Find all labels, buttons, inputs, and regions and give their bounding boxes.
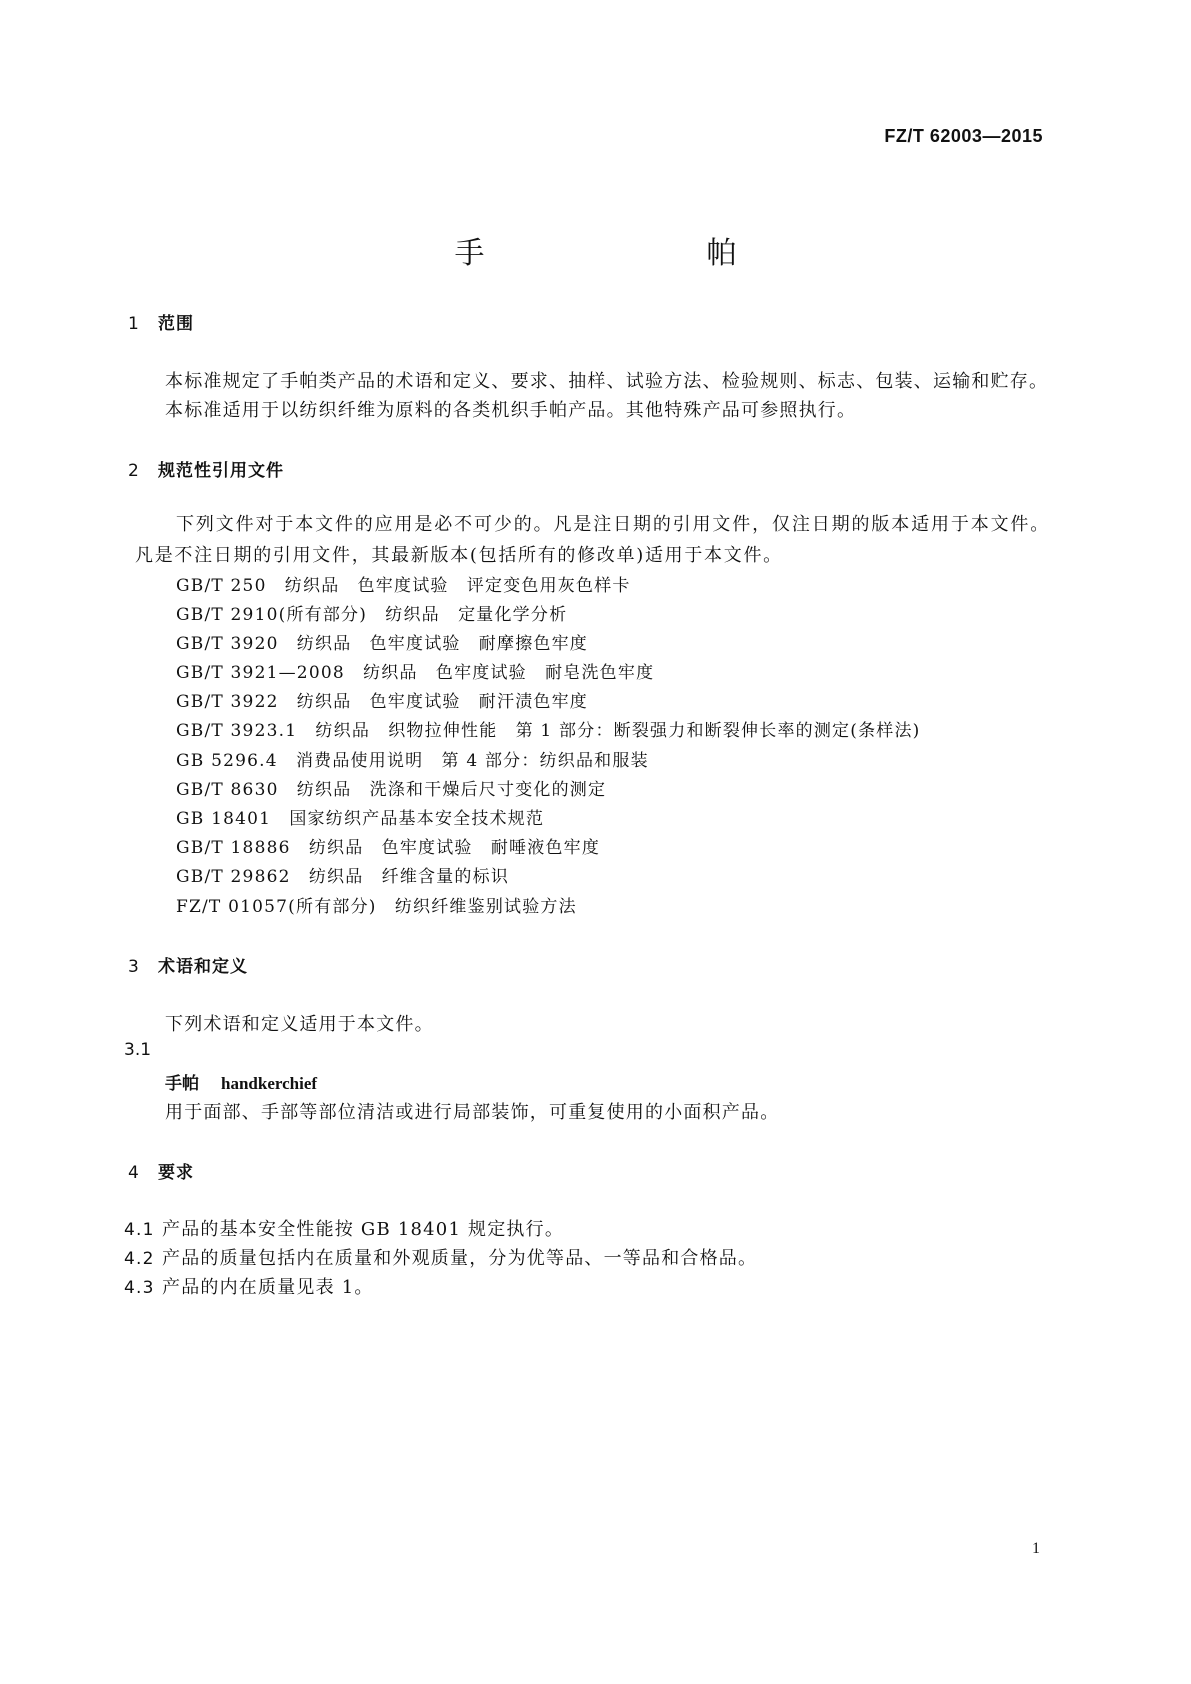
clause-number: 4.3 (124, 1278, 155, 1298)
section-number: 2 (128, 461, 140, 481)
section-title: 规范性引用文件 (158, 461, 284, 481)
term-name (165, 1069, 317, 1094)
reference-item: GB/T 18886 纺织品 色牢度试验 耐唾液色牢度 (176, 838, 601, 858)
section-title: 术语和定义 (158, 957, 248, 977)
section-number: 4 (128, 1163, 140, 1183)
section-number: 1 (128, 314, 140, 334)
reference-item: GB/T 250 纺织品 色牢度试验 评定变色用灰色样卡 (176, 576, 631, 596)
references-intro: 下列文件对于本文件的应用是必不可少的。凡是注日期的引用文件，仅注日期的版本适用于本文件。凡是不注日期的引用文件，其最新版本(包括所有的修改单)适用于本文件。 (135, 514, 1050, 566)
reference-item: GB/T 3921—2008 纺织品 色牢度试验 耐皂洗色牢度 (176, 663, 655, 683)
reference-item: GB/T 29862 纺织品 纤维含量的标识 (176, 867, 510, 887)
requirement-clause (124, 1244, 757, 1270)
section-number: 3 (128, 957, 140, 977)
clause-text: 产品的质量包括内在质量和外观质量，分为优等品、一等品和合格品。 (162, 1248, 758, 1269)
section-heading-requirements (128, 1158, 194, 1183)
requirement-clause (124, 1215, 564, 1241)
term-name-en: handkerchief (221, 1074, 318, 1093)
clause-number: 4.2 (124, 1249, 155, 1269)
section-title: 范围 (158, 314, 194, 334)
scope-paragraph-2: 本标准适用于以纺织纤维为原料的各类机织手帕产品。其他特殊产品可参照执行。 (165, 400, 857, 421)
standard-number: FZ/T 62003—2015 (884, 126, 1043, 146)
reference-item: GB/T 2910(所有部分) 纺织品 定量化学分析 (176, 605, 568, 625)
section-heading-terms (128, 952, 248, 977)
requirement-clause (124, 1273, 374, 1299)
reference-item: FZ/T 01057(所有部分) 纺织纤维鉴别试验方法 (176, 897, 577, 917)
terms-intro: 下列术语和定义适用于本文件。 (165, 1014, 434, 1035)
reference-item: GB/T 3922 纺织品 色牢度试验 耐汗渍色牢度 (176, 692, 589, 712)
term-name-zh: 手帕 (165, 1074, 199, 1094)
term-definition: 用于面部、手部等部位清洁或进行局部装饰，可重复使用的小面积产品。 (165, 1102, 780, 1123)
clause-number: 4.1 (124, 1220, 155, 1240)
reference-item: GB/T 3923.1 纺织品 织物拉伸性能 第 1 部分：断裂强力和断裂伸长率的测定(条样法) (176, 721, 921, 741)
page-number: 1 (1032, 1540, 1040, 1557)
section-title: 要求 (158, 1163, 194, 1183)
reference-item: GB/T 8630 纺织品 洗涤和干燥后尺寸变化的测定 (176, 780, 607, 800)
reference-item: GB 5296.4 消费品使用说明 第 4 部分：纺织品和服装 (176, 751, 649, 771)
section-heading-references (128, 456, 284, 481)
reference-item: GB/T 3920 纺织品 色牢度试验 耐摩擦色牢度 (176, 634, 589, 654)
scope-paragraph-1: 本标准规定了手帕类产品的术语和定义、要求、抽样、试验方法、检验规则、标志、包装、运输和贮存。 (165, 371, 1049, 392)
reference-item: GB 18401 国家纺织产品基本安全技术规范 (176, 809, 545, 829)
clause-text: 产品的内在质量见表 1。 (162, 1277, 374, 1298)
term-clause-number: 3.1 (124, 1040, 152, 1060)
document-title: 手 帕 (454, 236, 833, 271)
clause-text: 产品的基本安全性能按 GB 18401 规定执行。 (162, 1219, 565, 1240)
section-heading-scope (128, 309, 194, 334)
